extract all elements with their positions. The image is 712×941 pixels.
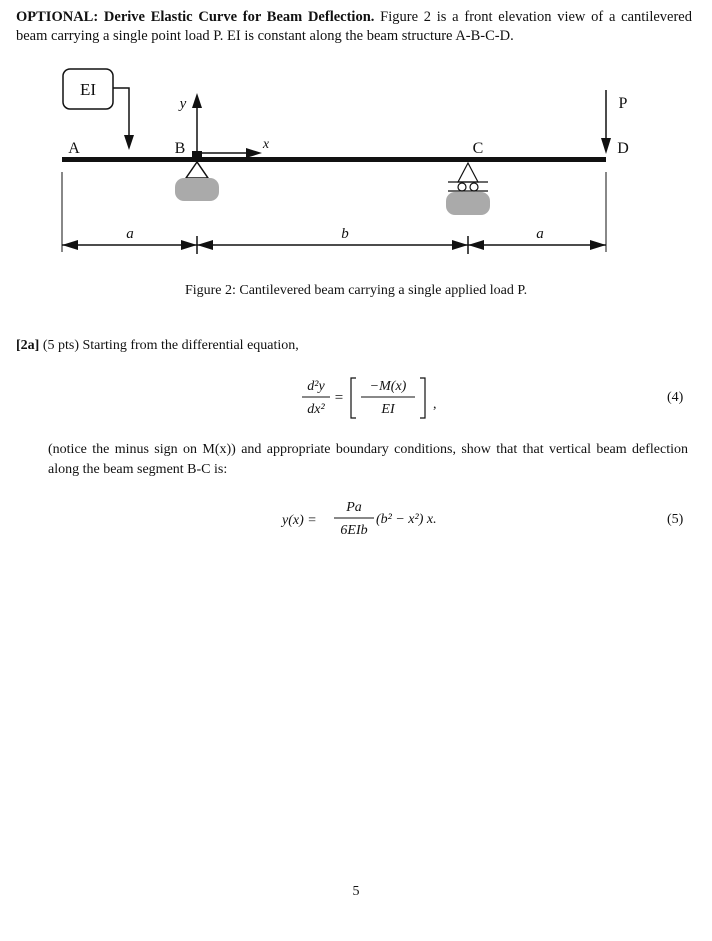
- ei-arrowhead: [124, 135, 134, 150]
- pin-support-triangle: [186, 162, 208, 178]
- beam-figure: [0, 60, 712, 275]
- intro-paragraph: [16, 8, 692, 46]
- label-a: A: [68, 140, 80, 157]
- figure-caption: Figure 2: Cantilevered beam carrying a single applied load P.: [184, 283, 528, 298]
- page-number: 5: [352, 884, 360, 899]
- pin-support-base: [175, 178, 219, 201]
- axis-x-label: x: [262, 137, 270, 152]
- load-arrowhead: [601, 138, 611, 154]
- eq4-number: (4): [667, 390, 684, 405]
- ei-leader: [113, 88, 129, 140]
- dim-arrow: [590, 240, 606, 250]
- x-axis-arrowhead: [246, 148, 262, 158]
- eq4-trailing-comma: ,: [433, 397, 437, 412]
- dim-a-left-label: a: [126, 226, 134, 242]
- dim-arrow: [62, 240, 78, 250]
- equation-5: [278, 496, 478, 542]
- eq5-denominator: 6EIb: [340, 523, 368, 538]
- roller-wheel-left: [458, 183, 466, 191]
- eq4-rhs-denominator: EI: [381, 402, 395, 417]
- eq4-left-bracket: [351, 378, 356, 418]
- eq4-equals: =: [334, 390, 344, 406]
- eq4-right-bracket: [420, 378, 425, 418]
- beam: [62, 157, 606, 162]
- y-axis-arrowhead: [192, 93, 202, 108]
- eq4-rhs-numerator: −M(x): [369, 379, 407, 394]
- dim-a-right-label: a: [536, 226, 544, 242]
- problem-statement: [16, 338, 299, 354]
- roller-support-base: [446, 192, 490, 215]
- eq5-numerator: Pa: [346, 500, 362, 515]
- notice-paragraph: (notice the minus sign on M(x)) and appropriate boundary conditions, show that that vertical beam deflection along the beam segment B-C is:: [48, 442, 688, 477]
- eq5-number: (5): [667, 512, 684, 527]
- label-d: D: [617, 140, 629, 157]
- roller-support-triangle: [458, 163, 478, 182]
- intro-text: Figure 2 is a front elevation view of a cantilevered beam carrying a single point load P. EI is constant along the beam structure A-B-C-D.: [16, 9, 692, 44]
- problem-tag: [2a]: [16, 338, 40, 353]
- label-c: C: [472, 140, 484, 157]
- dim-arrow: [468, 240, 484, 250]
- dim-arrow: [181, 240, 197, 250]
- label-b: B: [174, 140, 186, 157]
- eq5-rest: (b² − x²) x.: [376, 512, 437, 527]
- problem-text: (5 pts) Starting from the differential equation,: [39, 338, 299, 353]
- axis-y-label: y: [179, 96, 187, 112]
- eq4-lhs-numerator: d²y: [307, 379, 325, 394]
- ei-label: EI: [79, 80, 97, 99]
- origin-marker: [192, 151, 202, 159]
- eq5-lhs: y(x) =: [282, 513, 317, 528]
- roller-wheel-right: [470, 183, 478, 191]
- dim-arrow: [452, 240, 468, 250]
- label-p: P: [618, 95, 628, 112]
- equation-4: [290, 372, 450, 424]
- eq4-lhs-denominator: dx²: [307, 402, 325, 417]
- dim-arrow: [197, 240, 213, 250]
- intro-heading: OPTIONAL: Derive Elastic Curve for Beam Deflection.: [16, 9, 375, 25]
- dim-b-label: b: [341, 226, 349, 242]
